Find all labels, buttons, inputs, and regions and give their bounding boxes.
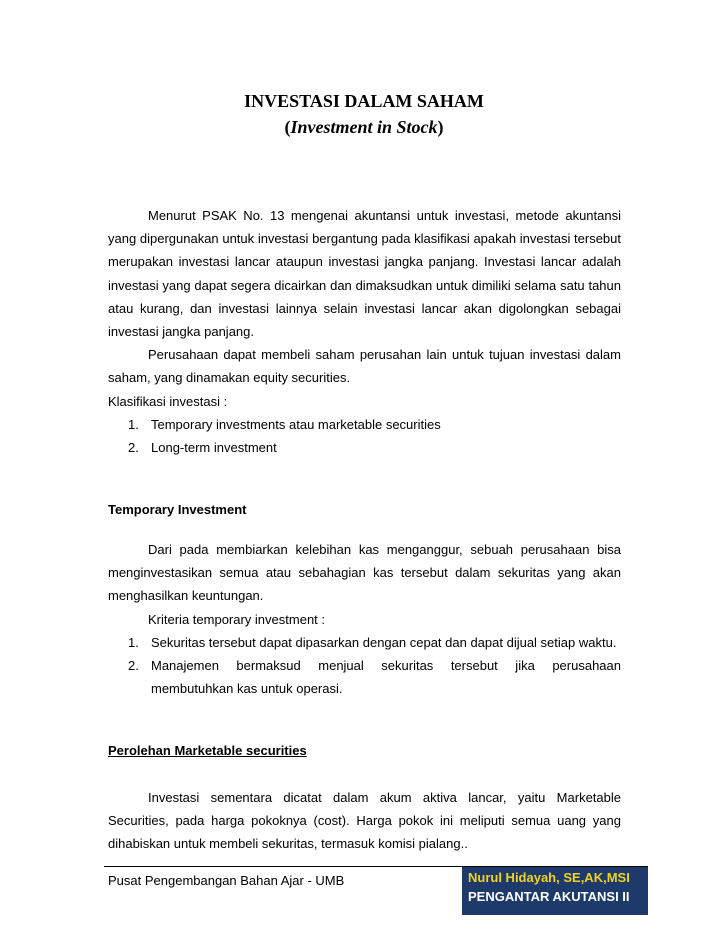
list-text: Manajemen bermaksud menjual sekuritas tersebut jika perusahaan membutuhkan kas untuk operasi. <box>151 658 621 697</box>
intro-paragraph-1: Menurut PSAK No. 13 mengenai akuntansi untuk investasi, metode akuntansi yang dipergunakan untuk investasi bergantung pada klasifikasi apakah investasi tersebut merupakan investasi lancar ataupun investasi jangka panjang. Investasi lancar adalah investasi yang dapat segera dicairkan dan dimaksudkan untuk dimiliki selama satu tahun atau kurang, dan investasi lainnya selain investasi lancar akan digolongkan sebagai investasi jangka panjang. <box>108 208 621 340</box>
classification-list <box>108 413 621 459</box>
classification-label: Klasifikasi investasi : <box>108 393 228 409</box>
list-number: 1. <box>128 634 139 650</box>
marketable-securities-heading: Perolehan Marketable securities <box>108 743 307 758</box>
list-text: Temporary investments atau marketable securities <box>151 416 441 432</box>
temporary-investment-heading: Temporary Investment <box>108 502 247 517</box>
criteria-label: Kriteria temporary investment : <box>148 611 326 627</box>
list-text: Long-term investment <box>151 440 277 456</box>
criteria-list <box>108 631 621 701</box>
intro-section <box>108 204 621 459</box>
list-item <box>108 436 621 459</box>
footer-institution: Pusat Pengembangan Bahan Ajar - UMB <box>108 873 345 888</box>
temporary-paragraph: Dari pada membiarkan kelebihan kas menganggur, sebuah perusahaan bisa menginvestasikan semua atau sebahagian kas tersebut dalam sekuritas yang akan menghasilkan keuntungan. <box>108 542 621 604</box>
marketable-paragraph: Investasi sementara dicatat dalam akum aktiva lancar, yaitu Marketable Securities, pada harga pokoknya (cost). Harga pokok ini meliputi semua uang yang dihabiskan untuk membeli sekuritas, termasuk komisi pialang.. <box>108 790 621 852</box>
title-paren-open: ( <box>284 117 291 137</box>
title-line-1: INVESTASI DALAM SAHAM <box>244 91 484 111</box>
list-item <box>108 654 621 700</box>
document-title <box>0 88 728 140</box>
footer-author: Nurul Hidayah, SE,AK,MSI <box>468 870 630 885</box>
list-text: Sekuritas tersebut dapat dipasarkan dengan cepat dan dapat dijual setiap waktu. <box>151 634 617 650</box>
intro-paragraph-2: Perusahaan dapat membeli saham perusahan lain untuk tujuan investasi dalam saham, yang dinamakan equity securities. <box>108 347 621 386</box>
footer-course: PENGANTAR AKUTANSI II <box>468 889 630 904</box>
list-item <box>108 631 621 654</box>
list-number: 1. <box>128 416 139 432</box>
list-number: 2. <box>128 658 139 674</box>
list-item <box>108 413 621 436</box>
title-english: Investment in Stock <box>290 117 438 137</box>
marketable-section <box>108 786 621 856</box>
title-line-2 <box>0 114 728 140</box>
title-paren-close: ) <box>437 117 444 137</box>
list-number: 2. <box>128 440 139 456</box>
temporary-section <box>108 538 621 700</box>
